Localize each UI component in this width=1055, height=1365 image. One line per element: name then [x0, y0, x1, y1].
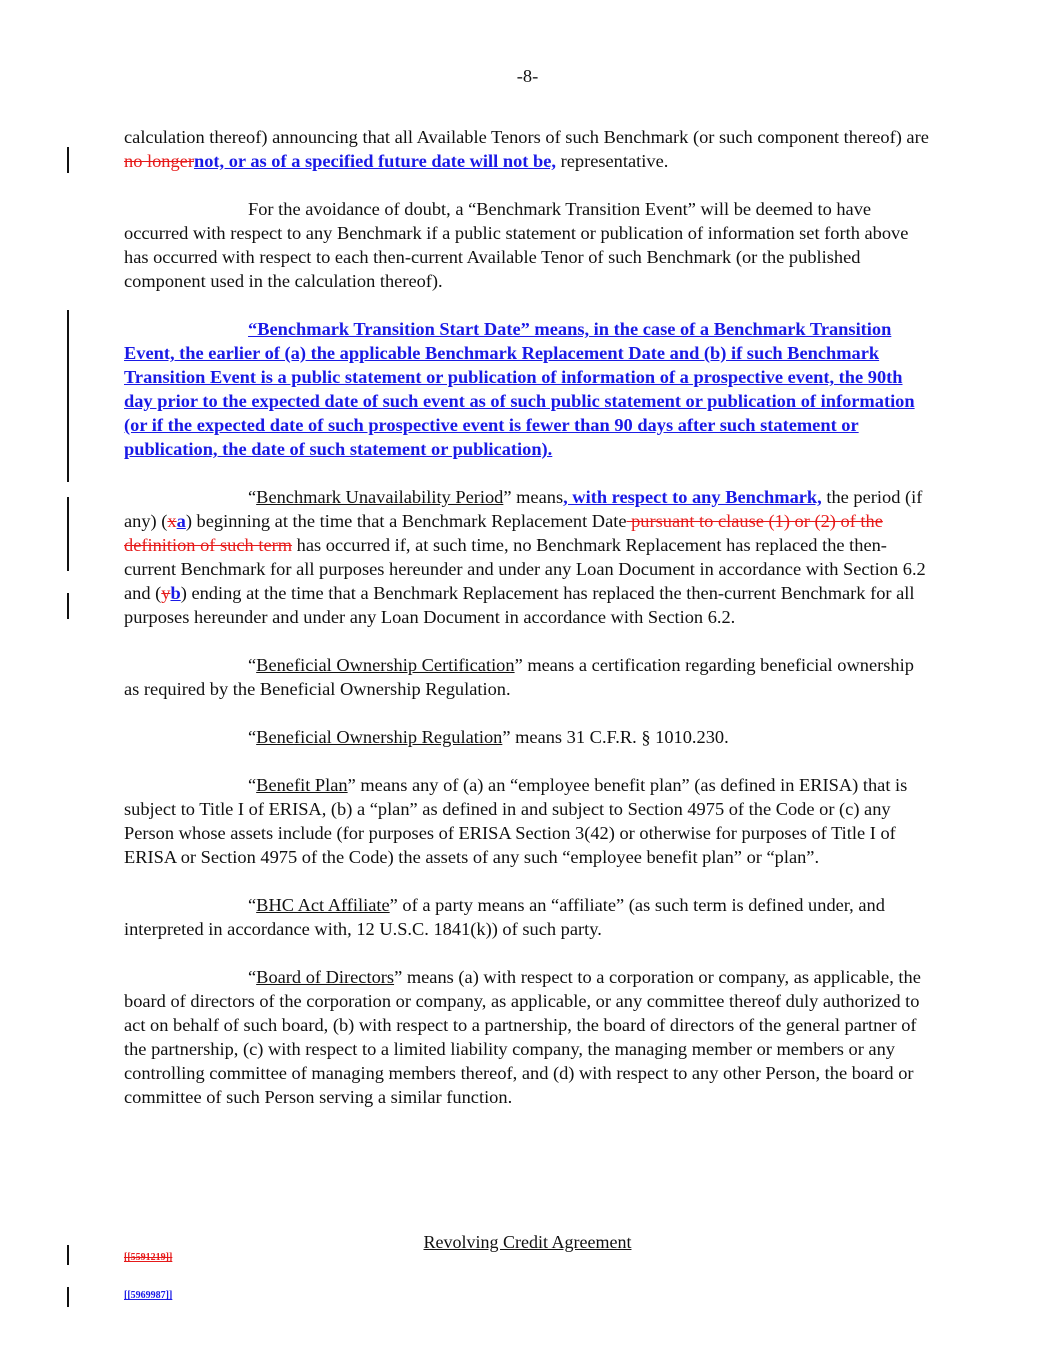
text: “ [248, 655, 257, 675]
inserted-text: “Benchmark Transition Start Date” means, in the case of a Benchmark Transition Event, the earlier of (a) the applicable Benchmark Replacement Date and (b) if such Benchmark Transition Event is a public statement or publication of information of a prospective event, the 90th day prior to the expected date of such event as of such public statement or publication of information (or if the expected date of such prospective event is fewer than 90 days after such statement or publication, the date of such statement or publication). [124, 319, 915, 459]
definition-board-of-directors [124, 965, 930, 1109]
text: ” of a party means an “affiliate” (as such term is defined under, and interpreted in accordance with, 12 U.S.C. 1841(k)) of such party. [124, 895, 885, 939]
definition-beneficial-ownership-regulation [124, 725, 930, 749]
document-body [124, 125, 930, 1133]
paragraph-available-tenors [124, 125, 930, 173]
deleted-text: no longer [124, 151, 194, 171]
defined-term: Board of Directors [256, 967, 395, 987]
text: has occurred if, at such time, no Benchmark Replacement has replaced the then-current Benchmark for all purposes hereunder and under any Loan Document in accordance with Section 6.2 and ( [124, 535, 926, 603]
text: ” means [503, 487, 564, 507]
change-bar [67, 310, 69, 482]
text: ” means any of (a) an “employee benefit plan” (as defined in ERISA) that is subject to Title I of ERISA, (b) a “plan” as defined in and subject to Section 4975 of the Code or (c) any Person whose assets include (for purposes of ERISA Section 3(42) or otherwise for purposes of Title I of ERISA or Section 4975 of the Code) the assets of any such “employee benefit plan” or “plan”. [124, 775, 908, 867]
change-bar [67, 593, 69, 619]
definition-benchmark-unavailability-period [124, 485, 930, 629]
footer-document-title: Revolving Credit Agreement [423, 1232, 632, 1252]
footer-inserted-doc-id: [[5969987]] [124, 1290, 173, 1301]
defined-term: Beneficial Ownership Regulation [256, 727, 503, 747]
defined-term: Benchmark Unavailability Period [256, 487, 504, 507]
deleted-text: pursuant to clause (1) or (2) of the definition of such term [124, 511, 883, 555]
definition-benefit-plan [124, 773, 930, 869]
inserted-text: a [176, 511, 186, 531]
defined-term: Benefit Plan [256, 775, 348, 795]
text: ) beginning at the time that a Benchmark Replacement Date [185, 511, 627, 531]
change-bar [67, 147, 69, 173]
text: ” means (a) with respect to a corporation or company, as applicable, the board of directors of the corporation or company, as applicable, or any committee thereof duly authorized to act on behalf of such board, (b) with respect to a partnership, the board of directors of the general partner of the partnership, (c) with respect to a limited liability company, the managing member or members or any controlling committee of managing members thereof, and (d) with respect to any other Person, the board or committee of such Person serving a similar function. [124, 967, 921, 1107]
text: “ [248, 895, 257, 915]
text: ” means a certification regarding beneficial ownership as required by the Beneficial Ownership Regulation. [124, 655, 914, 699]
change-bar [67, 497, 69, 571]
change-bar [67, 1287, 69, 1307]
text: For the avoidance of doubt, a “Benchmark Transition Event” will be deemed to have occurred with respect to any Benchmark if a public statement or publication of information set forth above has occurred with respect to each then-current Available Tenor of such Benchmark (or the published component used in the calculation thereof). [124, 199, 909, 291]
inserted-text: , with respect to any Benchmark, [563, 487, 822, 507]
text: “ [248, 487, 257, 507]
text: ” means 31 C.F.R. § 1010.230. [502, 727, 729, 747]
text: “ [248, 727, 257, 747]
text: calculation thereof) announcing that all Available Tenors of such Benchmark (or such component thereof) are [124, 127, 929, 147]
defined-term: Beneficial Ownership Certification [256, 655, 515, 675]
text: the period (if any) ( [124, 487, 923, 531]
defined-term: BHC Act Affiliate [256, 895, 390, 915]
definition-beneficial-ownership-certification [124, 653, 930, 701]
text: representative. [556, 151, 669, 171]
footer-deleted-doc-id: [[5591219]] [124, 1252, 173, 1263]
paragraph-avoidance-of-doubt [124, 197, 930, 293]
text: “ [248, 775, 257, 795]
deleted-text: y [161, 583, 171, 603]
text: ) ending at the time that a Benchmark Replacement has replaced the then-current Benchmark for all purposes hereunder and under any Loan Document in accordance with Section 6.2. [124, 583, 915, 627]
deleted-text: x [167, 511, 177, 531]
page-number: -8- [516, 66, 539, 86]
inserted-text: b [170, 583, 181, 603]
definition-bhc-act-affiliate [124, 893, 930, 941]
definition-benchmark-transition-start-date [124, 317, 930, 461]
inserted-text: not, or as of a specified future date will not be, [193, 151, 556, 171]
text: “ [248, 967, 257, 987]
